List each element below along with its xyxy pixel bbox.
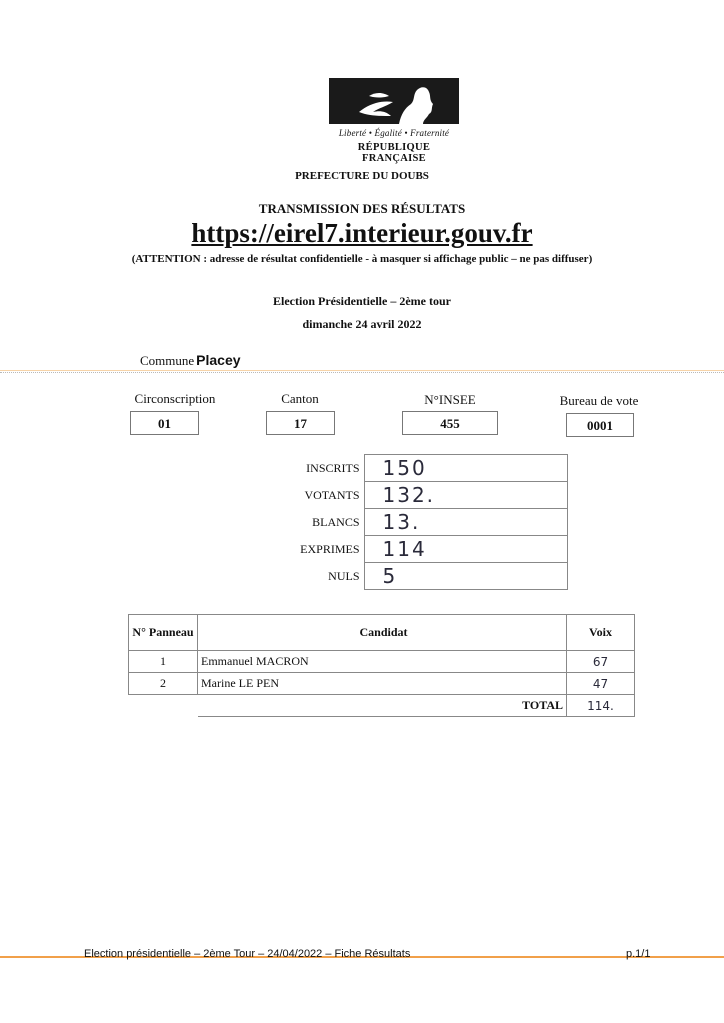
stats-value: 5 <box>364 563 567 590</box>
candidate-name: Emmanuel MACRON <box>198 651 567 673</box>
stats-row-blancs <box>266 509 567 536</box>
header-number: N° Panneau <box>129 615 198 651</box>
stats-label: EXPRIMES <box>300 541 360 556</box>
total-label: TOTAL <box>198 695 567 717</box>
commune-value: Placey <box>196 352 241 368</box>
footer-text: Election présidentielle – 2ème Tour – 24/04/2022 – Fiche Résultats <box>84 948 411 960</box>
stats-table <box>266 454 568 590</box>
header-candidate: Candidat <box>198 615 567 651</box>
circonscription-label: Circonscription <box>134 391 216 406</box>
candidate-name: Marine LE PEN <box>198 673 567 695</box>
table-row <box>129 673 635 695</box>
attention-notice: (ATTENTION : adresse de résultat confidentielle - à masquer si affichage public – ne pas diffuser) <box>131 253 593 265</box>
stats-row-votants <box>266 482 567 509</box>
stats-label: VOTANTS <box>304 487 360 502</box>
page-number: p.1/1 <box>626 948 651 960</box>
stats-value: 13. <box>364 509 567 536</box>
stats-row-exprimes <box>266 536 567 563</box>
canton-label: Canton <box>281 391 319 406</box>
stats-value: 132. <box>364 482 567 509</box>
insee-label: N°INSEE <box>424 392 476 407</box>
results-url[interactable]: https://eirel7.interieur.gouv.fr <box>191 218 533 248</box>
stats-label: INSCRITS <box>306 460 360 475</box>
header-votes: Voix <box>567 615 635 651</box>
candidate-votes: 47 <box>567 673 635 695</box>
circonscription-value: 01 <box>130 411 199 435</box>
stats-label: BLANCS <box>312 514 360 529</box>
prefecture: PREFECTURE DU DOUBS <box>295 170 429 182</box>
commune-label: Commune <box>140 353 195 368</box>
republic-logo <box>326 78 462 164</box>
candidate-votes: 67 <box>567 651 635 673</box>
candidate-number: 2 <box>129 673 198 695</box>
commune-row <box>140 352 241 369</box>
marianne-logo-icon <box>329 78 459 124</box>
total-spacer <box>129 695 198 717</box>
candidate-number: 1 <box>129 651 198 673</box>
motto: Liberté • Égalité • Fraternité <box>338 128 450 138</box>
bureau-label: Bureau de vote <box>559 393 639 408</box>
stats-row-nuls <box>266 563 567 590</box>
stats-value: 150 <box>364 455 567 482</box>
election-title: Election Présidentielle – 2ème tour <box>273 294 451 308</box>
canton-value: 17 <box>266 411 335 435</box>
election-date: dimanche 24 avril 2022 <box>302 317 422 331</box>
bureau-value: 0001 <box>566 413 634 437</box>
republic-name: RÉPUBLIQUE FRANÇAISE <box>357 142 431 164</box>
candidates-header-row <box>129 615 635 651</box>
total-row <box>129 695 635 717</box>
candidates-table <box>128 614 635 717</box>
stats-label: NULS <box>328 568 360 583</box>
table-row <box>129 651 635 673</box>
stats-value: 114 <box>364 536 567 563</box>
total-value: 114. <box>567 695 635 717</box>
commune-rule <box>0 370 724 371</box>
transmission-title: TRANSMISSION DES RÉSULTATS <box>258 201 466 216</box>
stats-row-inscrits <box>266 455 567 482</box>
commune-dotted-line <box>0 372 724 373</box>
insee-value: 455 <box>402 411 498 435</box>
